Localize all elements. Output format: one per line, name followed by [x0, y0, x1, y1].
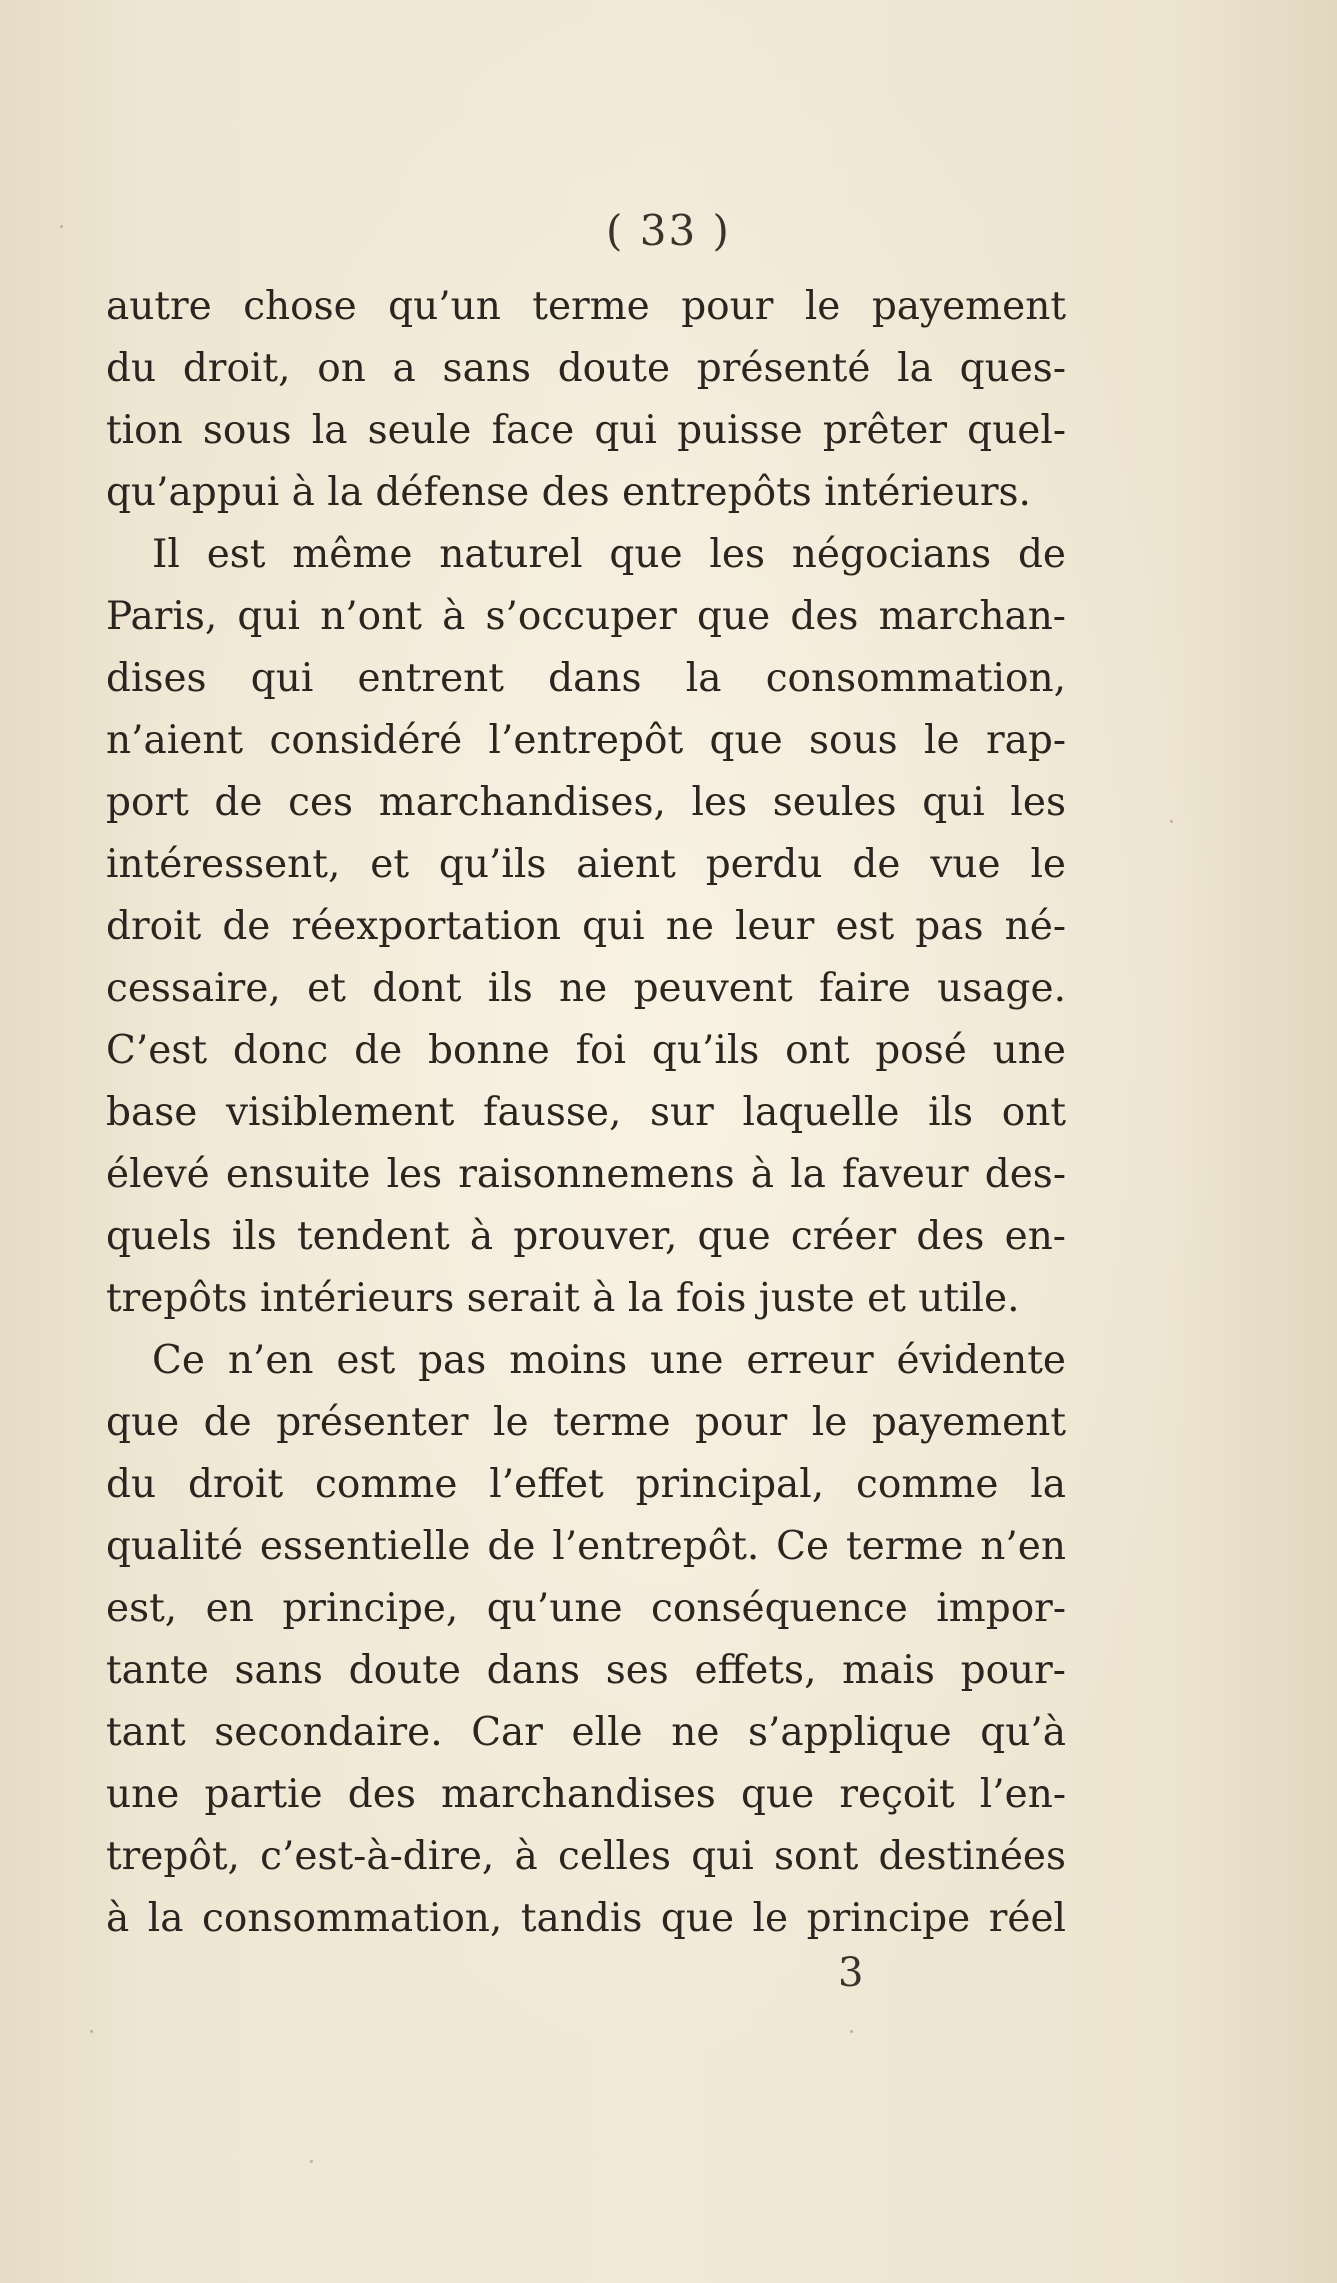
text-line: intéressent, et qu’ils aient perdu de vue le	[106, 842, 1066, 887]
text-line: élevé ensuite les raisonnemens à la faveur des-	[106, 1152, 1066, 1197]
text-line: n’aient considéré l’entrepôt que sous le rap-	[106, 718, 1066, 763]
text-line: C’est donc de bonne foi qu’ils ont posé une	[106, 1028, 1066, 1073]
text-line: du droit, on a sans doute présenté la ques-	[106, 346, 1066, 391]
text-line: autre chose qu’un terme pour le payement	[106, 284, 1066, 329]
text-line: base visiblement fausse, sur laquelle ils ont	[106, 1090, 1066, 1135]
text-line: que de présenter le terme pour le payement	[106, 1400, 1066, 1445]
page-number: ( 33 )	[606, 206, 731, 255]
text-line: trepôts intérieurs serait à la fois juste et utile.	[106, 1276, 1020, 1321]
text-line: trepôt, c’est-à-dire, à celles qui sont destinées	[106, 1834, 1066, 1879]
text-line: Paris, qui n’ont à s’occuper que des marchan-	[106, 594, 1066, 639]
text-line: tion sous la seule face qui puisse prêter quel-	[106, 408, 1066, 453]
text-line: Il est même naturel que les négocians de	[152, 532, 1066, 577]
text-line: du droit comme l’effet principal, comme la	[106, 1462, 1066, 1507]
signature-mark: 3	[838, 1950, 864, 1996]
text-line: Ce n’en est pas moins une erreur évidente	[152, 1338, 1066, 1383]
text-line: à la consommation, tandis que le principe réel	[106, 1896, 1066, 1941]
text-line: qualité essentielle de l’entrepôt. Ce terme n’en	[106, 1524, 1066, 1569]
text-line: tante sans doute dans ses effets, mais pour-	[106, 1648, 1066, 1693]
paper-speck	[90, 2030, 93, 2033]
paper-speck	[310, 2160, 313, 2163]
paper-speck	[1170, 820, 1173, 823]
text-line: une partie des marchandises que reçoit l’en-	[106, 1772, 1066, 1817]
body-text	[106, 276, 1066, 1950]
text-line: droit de réexportation qui ne leur est pas né-	[106, 904, 1066, 949]
text-line: quels ils tendent à prouver, que créer des en-	[106, 1214, 1066, 1259]
text-line: cessaire, et dont ils ne peuvent faire usage.	[106, 966, 1066, 1011]
text-line: dises qui entrent dans la consommation,	[106, 656, 1066, 701]
text-line: tant secondaire. Car elle ne s’applique qu’à	[106, 1710, 1066, 1755]
text-line: est, en principe, qu’une conséquence impor-	[106, 1586, 1066, 1631]
text-line: qu’appui à la défense des entrepôts intérieurs.	[106, 470, 1031, 515]
paper-speck	[850, 2030, 853, 2033]
text-line: port de ces marchandises, les seules qui les	[106, 780, 1066, 825]
